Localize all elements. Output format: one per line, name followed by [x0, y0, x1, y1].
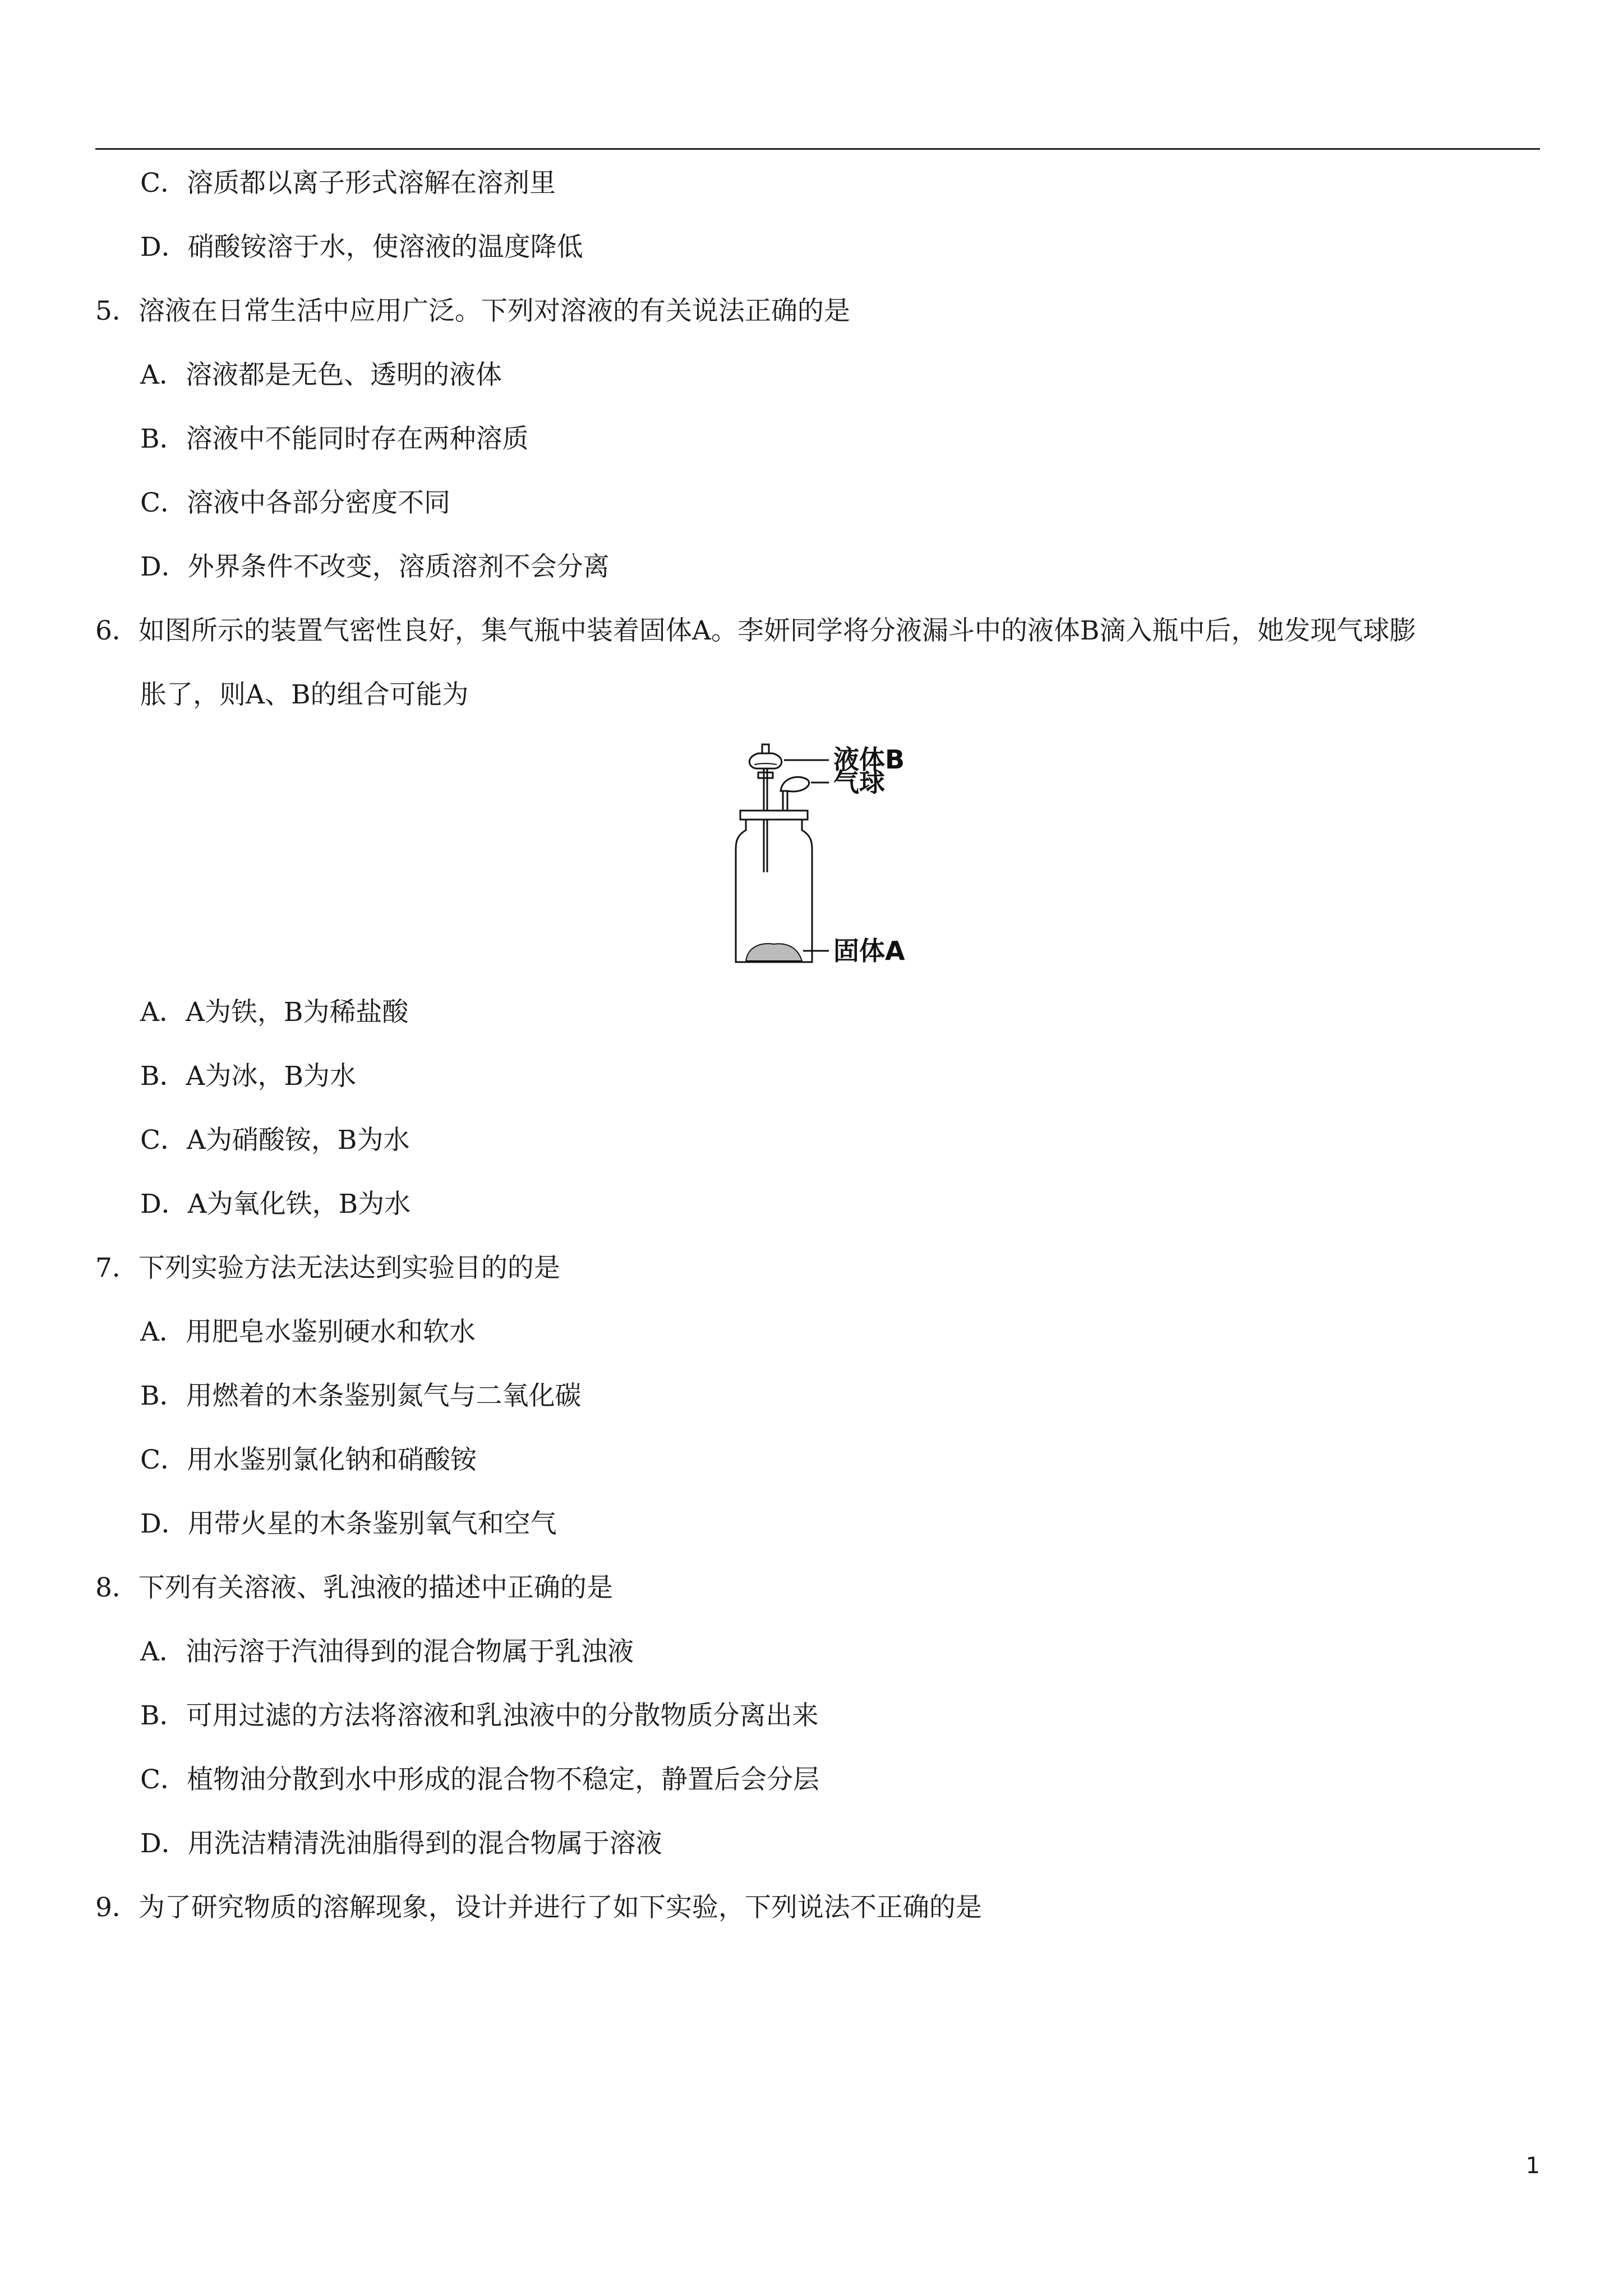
q6-option-c: C．A为硝酸铵，B为水 — [140, 1125, 410, 1156]
funnel-stopcock — [758, 772, 773, 778]
solid-a — [746, 944, 802, 961]
q5-option-a: A．溶液都是无色、透明的液体 — [140, 360, 502, 390]
q7-option-d: D．用带火星的木条鉴别氧气和空气 — [140, 1508, 557, 1539]
q8-option-b: B．可用过滤的方法将溶液和乳浊液中的分散物质分离出来 — [140, 1700, 819, 1731]
q6-option-b: B．A为冰，B为水 — [140, 1061, 357, 1092]
question-9-stem: 9．为了研究物质的溶解现象，设计并进行了如下实验，下列说法不正确的是 — [95, 1892, 982, 1923]
question-7-stem: 7．下列实验方法无法达到实验目的的是 — [95, 1253, 560, 1283]
label-balloon: 气球 — [833, 767, 885, 798]
page-number: 1 — [1525, 2153, 1540, 2179]
label-liquid-b: 液体B — [833, 744, 905, 775]
apparatus-figure — [729, 738, 965, 973]
q6-option-a: A．A为铁，B为稀盐酸 — [140, 997, 409, 1028]
question-8-stem: 8．下列有关溶液、乳浊液的描述中正确的是 — [95, 1572, 613, 1603]
bottle-stopper — [740, 811, 808, 820]
label-solid-a: 固体A — [833, 936, 905, 966]
q6-option-d: D．A为氧化铁，B为水 — [140, 1189, 411, 1220]
question-5-stem: 5．溶液在日常生活中应用广泛。下列对溶液的有关说法正确的是 — [95, 296, 850, 326]
funnel-stopper — [762, 744, 769, 753]
q8-option-c: C．植物油分散到水中形成的混合物不稳定，静置后会分层 — [140, 1764, 819, 1795]
q5-option-b: B．溶液中不能同时存在两种溶质 — [140, 424, 529, 454]
question-6-stem-line1: 6．如图所示的装置气密性良好，集气瓶中装着固体A。李妍同学将分液漏斗中的液体B滴入瓶中后，她发现气球膨 — [95, 615, 1416, 646]
q4-option-d: D．硝酸铵溶于水，使溶液的温度降低 — [140, 232, 583, 263]
balloon — [781, 777, 809, 792]
gas-bottle — [736, 820, 812, 962]
q5-option-d: D．外界条件不改变，溶质溶剂不会分离 — [140, 551, 610, 582]
q5-option-c: C．溶液中各部分密度不同 — [140, 487, 450, 518]
q7-option-b: B．用燃着的木条鉴别氮气与二氧化碳 — [140, 1381, 582, 1411]
q7-option-c: C．用水鉴别氯化钠和硝酸铵 — [140, 1444, 477, 1475]
q7-option-a: A．用肥皂水鉴别硬水和软水 — [140, 1317, 476, 1347]
header-rule — [95, 148, 1540, 150]
q8-option-d: D．用洗洁精清洗油脂得到的混合物属于溶液 — [140, 1828, 662, 1859]
q4-option-c: C．溶质都以离子形式溶解在溶剂里 — [140, 168, 556, 199]
funnel-body — [749, 753, 781, 769]
question-6-stem-line2: 胀了，则A、B的组合可能为 — [140, 679, 469, 710]
q8-option-a: A．油污溶于汽油得到的混合物属于乳浊液 — [140, 1636, 634, 1667]
